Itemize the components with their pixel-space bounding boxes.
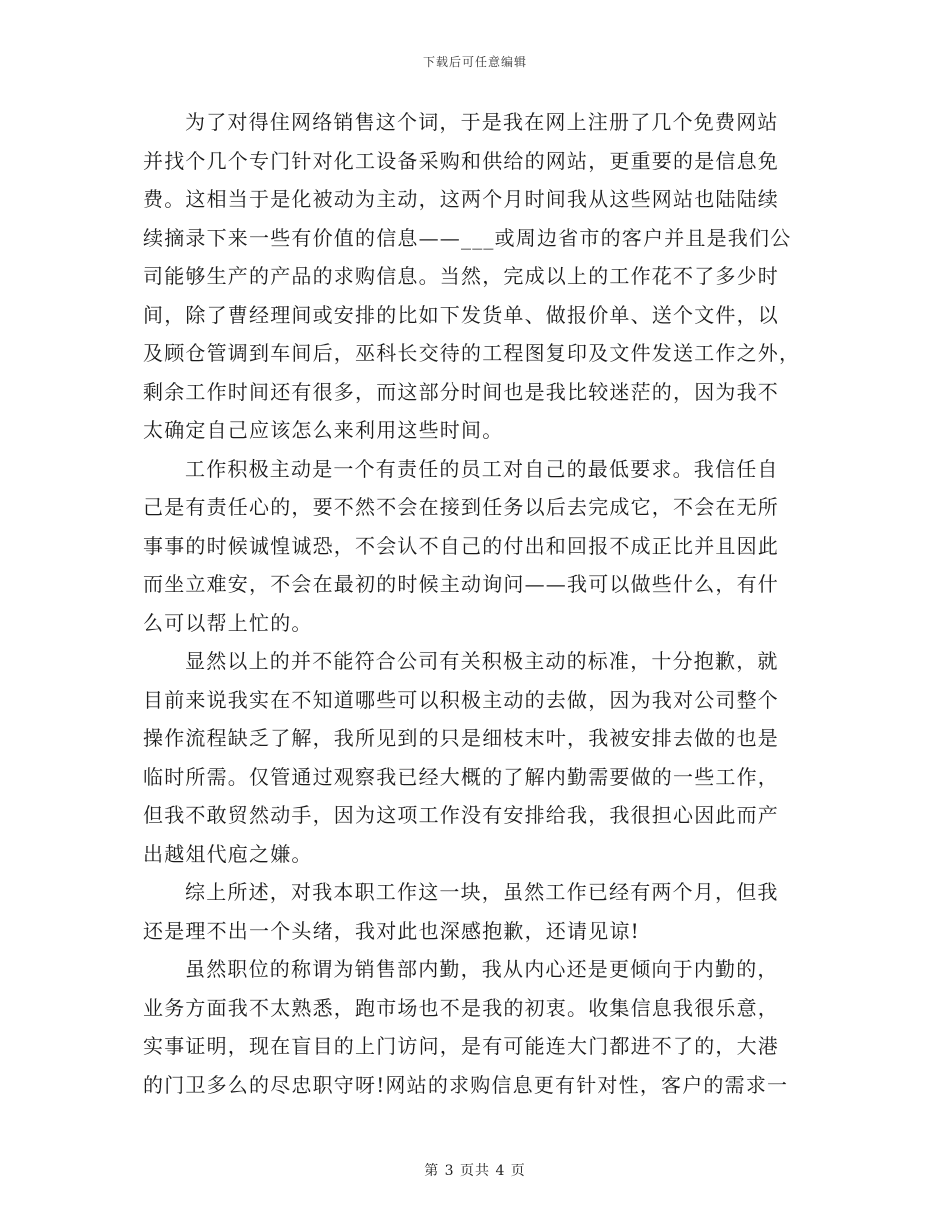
paragraph-line: 剩余工作时间还有很多，而这部分时间也是我比较迷茫的，因为我不 (143, 379, 779, 404)
paragraph (143, 103, 803, 450)
paragraph-line: 显然以上的并不能符合公司有关积极主动的标准，十分抱歉，就 (185, 649, 779, 673)
paragraph (143, 873, 803, 950)
paragraph-line: 工作积极主动是一个有责任的员工对自己的最低要求。我信任自 (185, 456, 779, 481)
paragraph-line: 么可以帮上忙的。 (143, 610, 313, 635)
paragraph-line: 操作流程缺乏了解，我所见到的只是细枝末叶，我被安排去做的也是 (143, 726, 779, 750)
paragraph-line: 虽然职位的称谓为销售部内勤，我从内心还是更倾向于内勤的， (185, 957, 779, 981)
paragraph-line: 间，除了曹经理间或安排的比如下发货单、做报价单、送个文件，以 (143, 302, 779, 327)
paragraph-line: 临时所需。仅管通过观察我已经大概的了解内勤需要做的一些工作， (143, 764, 779, 789)
page-number-footer: 第 3 页共 4 页 (424, 1163, 526, 1179)
paragraph-line: 为了对得住网络销售这个词，于是我在网上注册了几个免费网站 (185, 110, 779, 134)
paragraph-line: 己是有责任心的，要不然不会在接到任务以后去完成它，不会在无所 (143, 495, 779, 519)
paragraph-line: 的门卫多么的尽忠职守呀!网站的求购信息更有针对性，客户的需求一 (143, 1072, 789, 1097)
paragraph-line: 司能够生产的产品的求购信息。当然，完成以上的工作花不了多少时 (143, 264, 779, 288)
paragraph-line: 事事的时候诚惶诚恐，不会认不自己的付出和回报不成正比并且因此 (143, 533, 779, 558)
paragraph-line: 业务方面我不太熟悉，跑市场也不是我的初衷。收集信息我很乐意， (143, 995, 779, 1020)
paragraph-line: 出越俎代庖之嫌。 (143, 841, 313, 866)
paragraph-line: 还是理不出一个头绪，我对此也深感抱歉，还请见谅! (143, 918, 640, 943)
paragraph-line: 实事证明，现在盲目的上门访问，是有可能连大门都进不了的，大港 (143, 1034, 779, 1058)
paragraph-line: 并找个几个专门针对化工设备采购和供给的网站，更重要的是信息免 (143, 148, 779, 173)
paragraph-line: 目前来说我实在不知道哪些可以积极主动的去做，因为我对公司整个 (143, 687, 779, 712)
paragraph (143, 642, 803, 873)
paragraph-line: 综上所述，对我本职工作这一块，虽然工作已经有两个月，但我 (185, 880, 779, 904)
paragraph-line: 但我不敢贸然动手，因为这项工作没有安排给我，我很担心因此而产 (143, 803, 779, 827)
page-header: 下载后可任意编辑 (422, 55, 527, 69)
paragraph-line: 续摘录下来一些有价值的信息——___或周边省市的客户并且是我们公 (143, 225, 792, 250)
paragraph (143, 450, 803, 643)
paragraph (143, 950, 803, 1104)
paragraph-line: 费。这相当于是化被动为主动，这两个月时间我从这些网站也陆陆续 (143, 187, 779, 211)
paragraph-line: 太确定自己应该怎么来利用这些时间。 (143, 418, 504, 442)
paragraph-line: 及顾仓管调到车间后，巫科长交待的工程图复印及文件发送工作之外， (143, 341, 801, 365)
paragraph-line: 而坐立难安，不会在最初的时候主动询问——我可以做些什么，有什 (143, 572, 779, 596)
document-body (143, 103, 803, 1104)
